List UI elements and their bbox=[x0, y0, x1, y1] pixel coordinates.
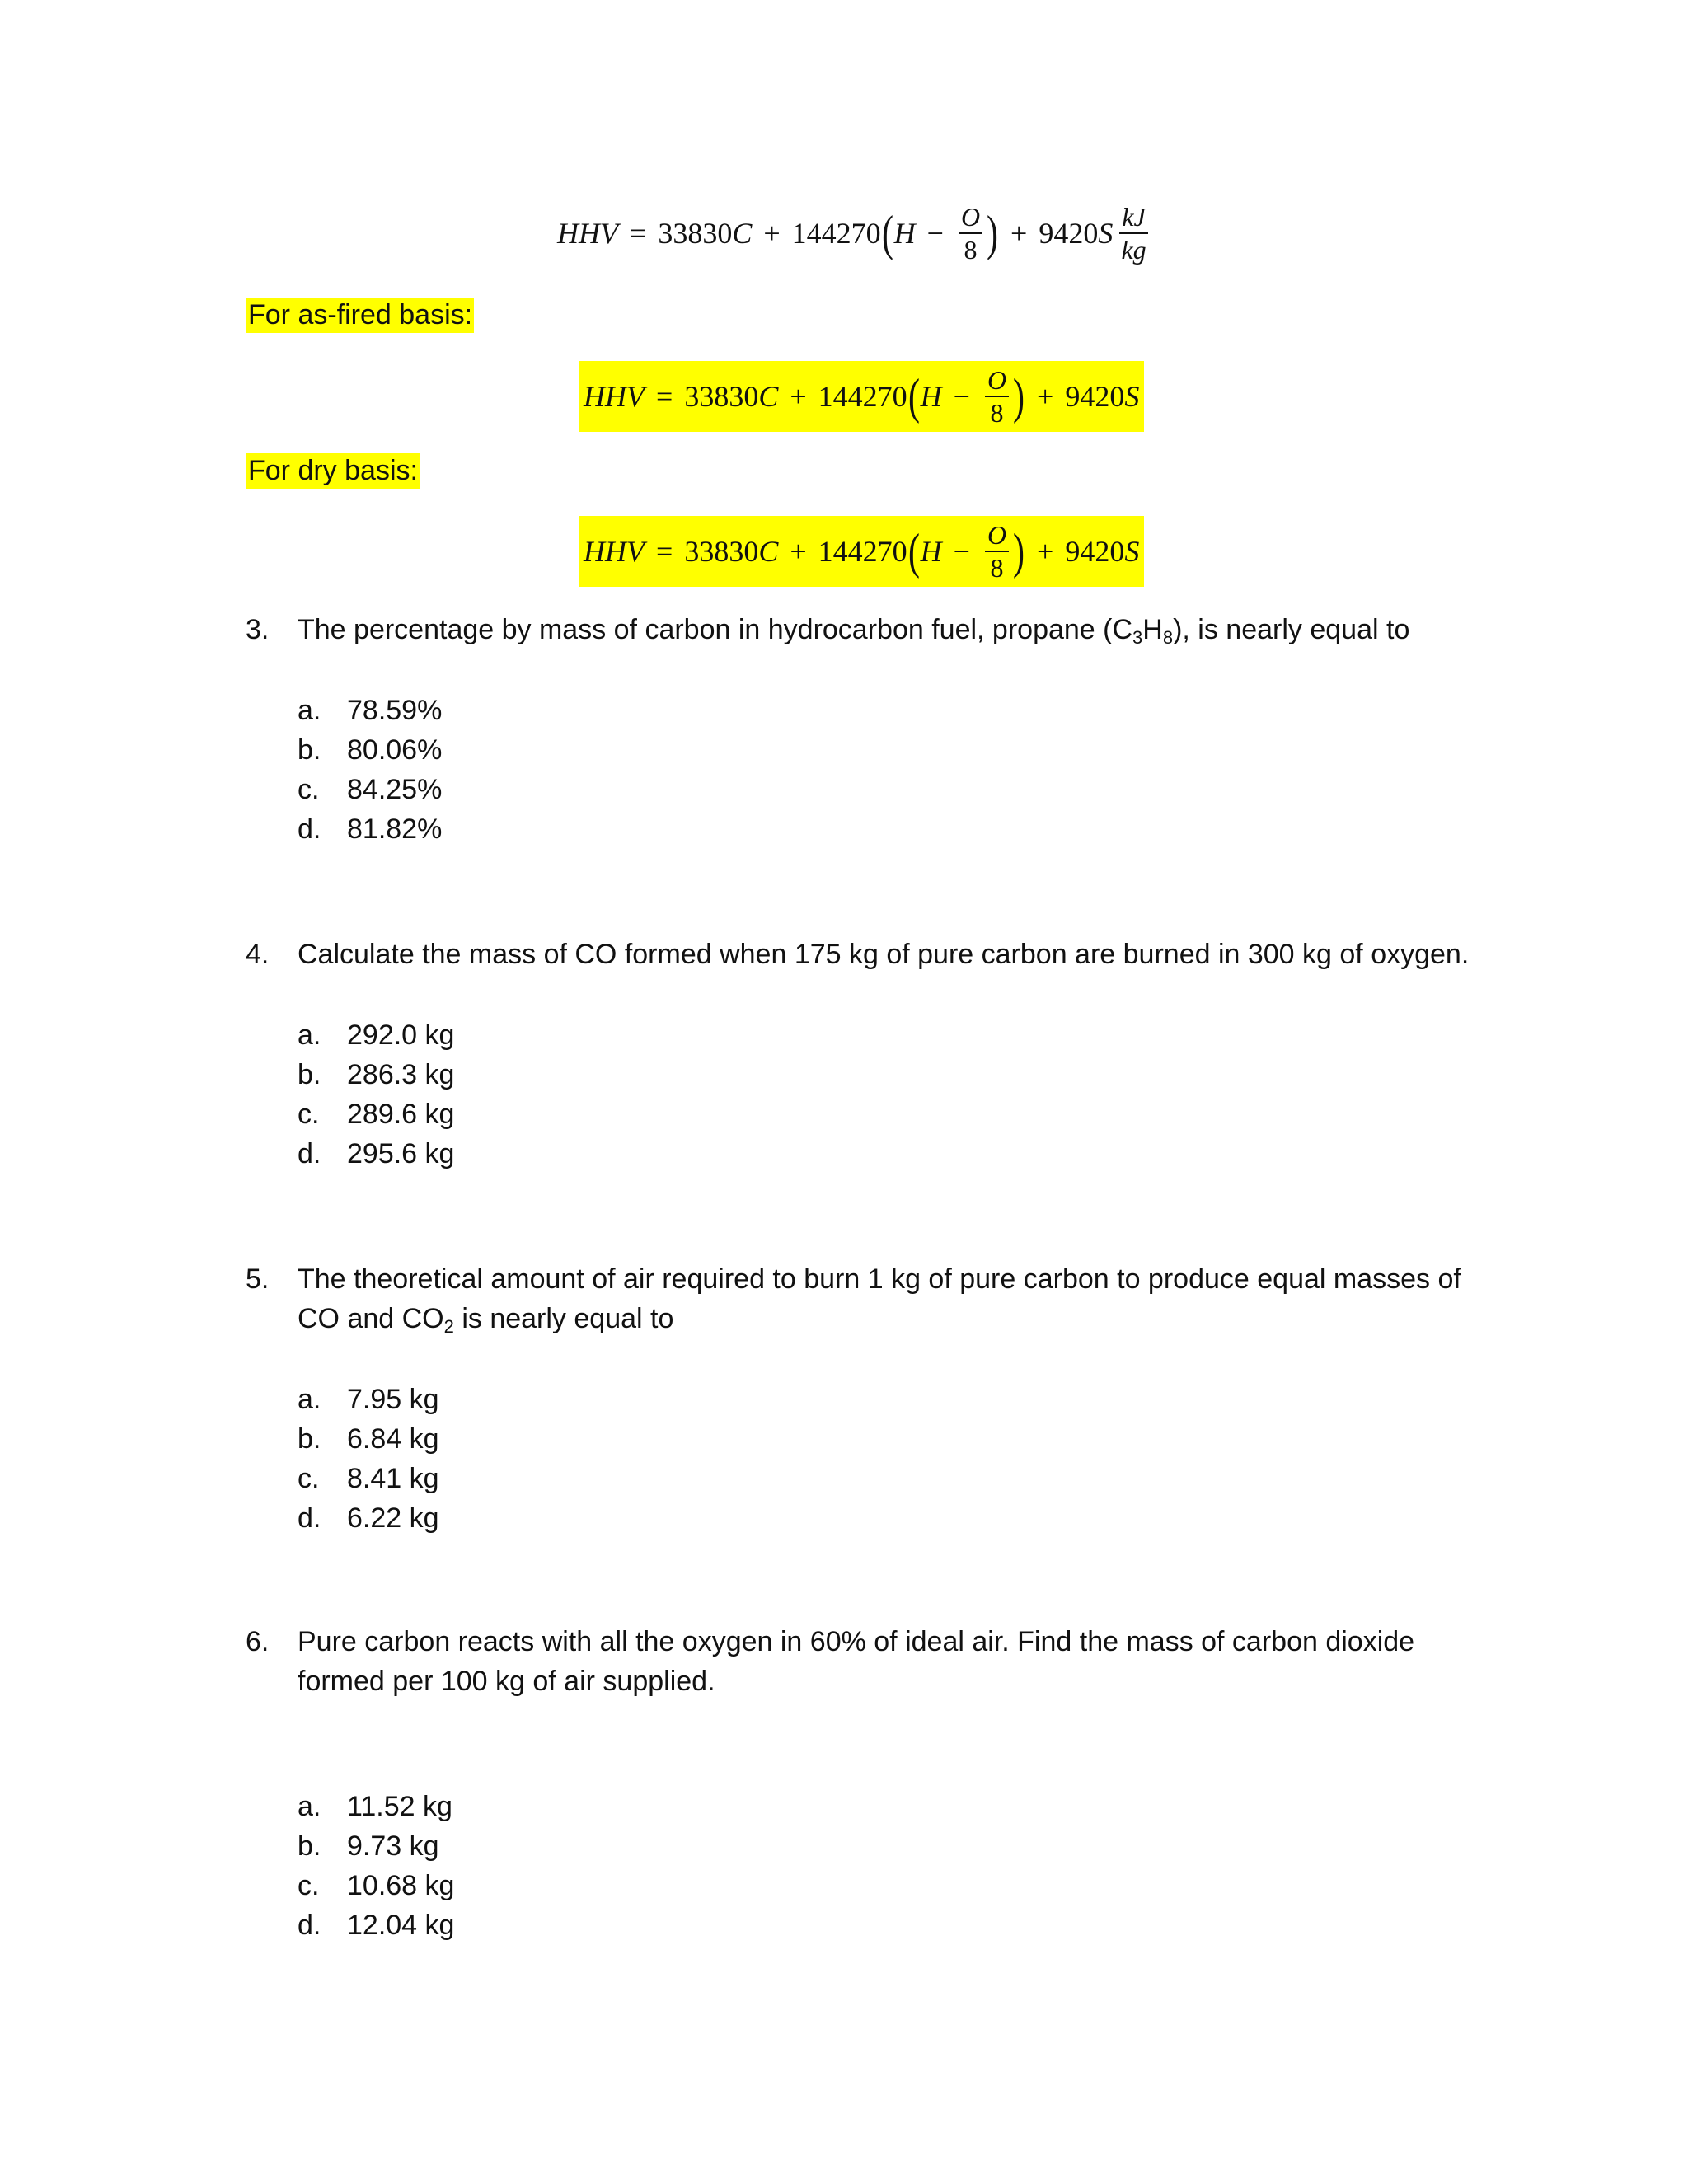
option-a[interactable]: a. 11.52 kg bbox=[298, 1791, 452, 1822]
question-text: The percentage by mass of carbon in hydrocarbon fuel, propane $(C_3H_8)$, is nearly equal to bbox=[298, 614, 1410, 648]
eq-lhs: HHV bbox=[557, 217, 618, 250]
option-d[interactable]: d. 12.04 kg bbox=[298, 1910, 455, 1941]
option-a[interactable]: a. 78.59% bbox=[298, 695, 443, 726]
option-c[interactable]: c. 10.68 kg bbox=[298, 1870, 455, 1901]
question-number: 6. bbox=[246, 1626, 270, 1657]
option-c[interactable]: c. 8.41 kg bbox=[298, 1463, 439, 1494]
as-fired-basis-label: For as-fired basis: bbox=[246, 298, 474, 333]
o-over-8-fraction: $\frac{O}{8}$ bbox=[959, 204, 982, 263]
option-c[interactable]: c. 289.6 kg bbox=[298, 1099, 455, 1130]
question-number: 5. bbox=[246, 1263, 270, 1295]
option-c[interactable]: c. 84.25% bbox=[298, 774, 443, 805]
option-d[interactable]: d. 81.82% bbox=[298, 813, 443, 845]
question-text: Calculate the mass of CO formed when 175 kg of pure carbon are burned in 300 kg of oxygen. bbox=[298, 939, 1470, 970]
option-d[interactable]: d. 295.6 kg bbox=[298, 1138, 455, 1169]
dry-basis-label: For dry basis: bbox=[246, 453, 420, 489]
question-text: Pure carbon reacts with all the oxygen in 60% of ideal air. Find the mass of carbon dioxide formed per 100 kg of air supplied. bbox=[298, 1626, 1415, 1697]
hhv-equation-as-fired: HHV = 33830 C + 144270 ( H − $\frac{O}{8}$ ) + 9420 S bbox=[579, 361, 1144, 432]
option-b[interactable]: b. 6.84 kg bbox=[298, 1423, 439, 1455]
option-a[interactable]: a. 292.0 kg bbox=[298, 1019, 455, 1051]
option-d[interactable]: d. 6.22 kg bbox=[298, 1502, 439, 1534]
hhv-equation-dry: HHV = 33830 C + 144270 ( H − $\frac{O}{8}$ ) + 9420 S bbox=[579, 516, 1144, 587]
question-text: The theoretical amount of air required to burn 1 kg of pure carbon to produce equal masses of CO and $CO_2$ is nearly equal to bbox=[298, 1263, 1461, 1337]
option-b[interactable]: b. 9.73 kg bbox=[298, 1830, 439, 1862]
hhv-equation-general: HHV = 33830 C + 144270 ( H − $\frac{O}{8}$ ) + 9420 S $\frac{kJ}{kg}$ bbox=[557, 198, 1151, 269]
unit-fraction: $\frac{kJ}{kg}$ bbox=[1119, 204, 1147, 263]
question-number: 3. bbox=[246, 614, 270, 645]
option-a[interactable]: a. 7.95 kg bbox=[298, 1384, 439, 1415]
option-b[interactable]: b. 286.3 kg bbox=[298, 1059, 455, 1090]
option-b[interactable]: b. 80.06% bbox=[298, 734, 443, 766]
question-number: 4. bbox=[246, 939, 270, 970]
